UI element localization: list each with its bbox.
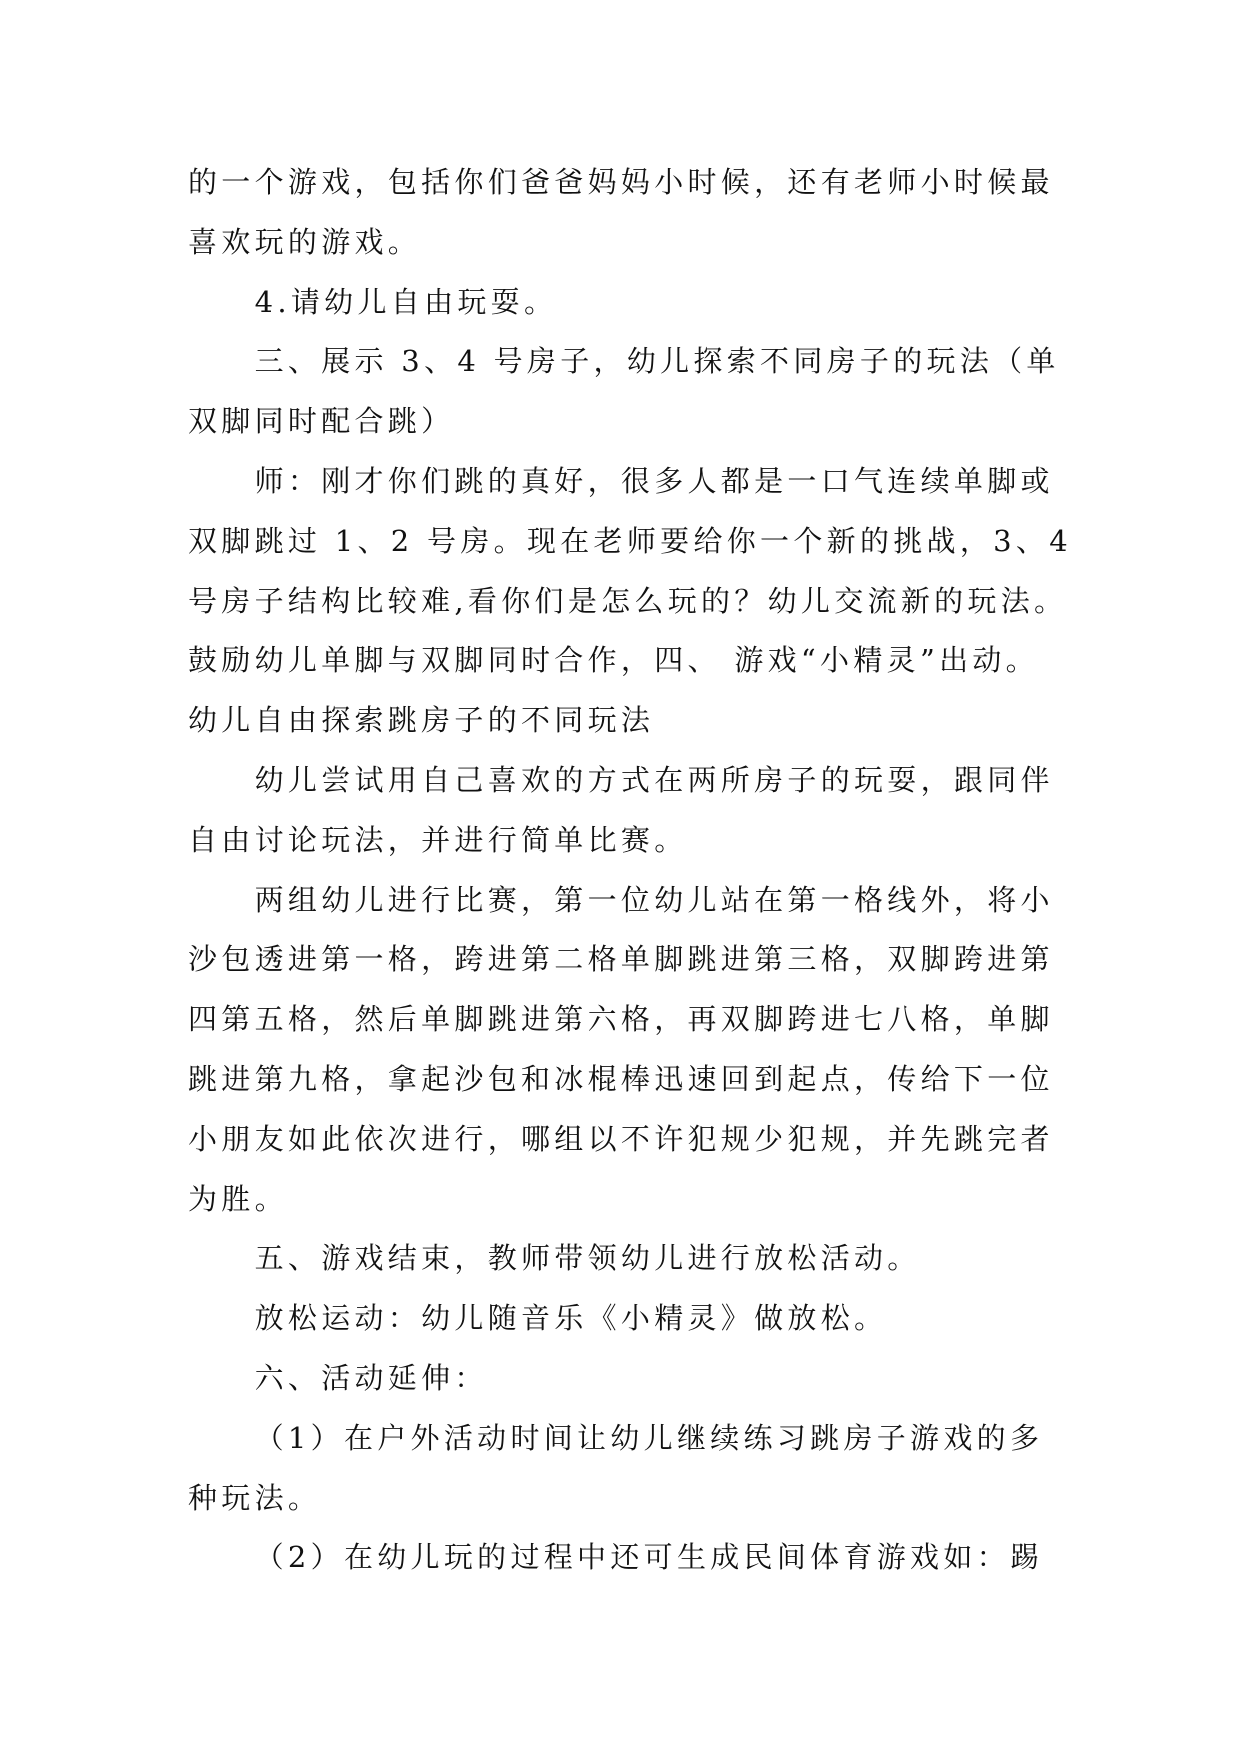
text-line: 四第五格，然后单脚跳进第六格，再双脚跨进七八格，单脚 [188, 1002, 1054, 1037]
text-line: 自由讨论玩法，并进行简单比赛。 [188, 822, 688, 857]
list-item: （2）在幼儿玩的过程中还可生成民间体育游戏如：踢 [254, 1540, 1044, 1575]
section-heading-3: 三、展示 3、4 号房子，幼儿探索不同房子的玩法（单 [254, 344, 1060, 379]
text-line: 放松运动：幼儿随音乐《小精灵》做放松。 [254, 1301, 888, 1336]
section-heading-5: 五、游戏结束，教师带领幼儿进行放松活动。 [254, 1241, 921, 1276]
text-line: 号房子结构比较难,看你们是怎么玩的？幼儿交流新的玩法。 [188, 583, 1068, 618]
text-line: 幼儿自由探索跳房子的不同玩法 [188, 703, 655, 738]
section-heading-6: 六、活动延伸： [254, 1360, 488, 1395]
text-line: 双脚同时配合跳） [188, 404, 455, 439]
text-line: 喜欢玩的游戏。 [188, 224, 422, 259]
list-item: （1）在户外活动时间让幼儿继续练习跳房子游戏的多 [254, 1420, 1044, 1455]
text-line: 幼儿尝试用自己喜欢的方式在两所房子的玩耍，跟同伴 [254, 762, 1054, 797]
body-text [188, 153, 1088, 1588]
text-line: 的一个游戏，包括你们爸爸妈妈小时候，还有老师小时候最 [188, 165, 1054, 199]
text-line: 师：刚才你们跳的真好，很多人都是一口气连续单脚或 [254, 463, 1054, 498]
text-line: 种玩法。 [188, 1480, 322, 1515]
text-line: 两组幼儿进行比赛，第一位幼儿站在第一格线外，将小 [254, 882, 1054, 917]
text-line: 双脚跳过 1、2 号房。现在老师要给你一个新的挑战，3、4 [188, 523, 1072, 558]
text-line: 小朋友如此依次进行，哪组以不许犯规少犯规，并先跳完者 [188, 1121, 1054, 1156]
text-line: 鼓励幼儿单脚与双脚同时合作，四、 游戏“小精灵”出动。 [188, 643, 1039, 678]
text-line: 为胜。 [188, 1181, 288, 1216]
text-line: 跳进第九格，拿起沙包和冰棍棒迅速回到起点，传给下一位 [188, 1061, 1054, 1096]
text-line: 4.请幼儿自由玩耍。 [254, 284, 558, 319]
text-line: 沙包透进第一格，跨进第二格单脚跳进第三格，双脚跨进第 [188, 942, 1054, 977]
